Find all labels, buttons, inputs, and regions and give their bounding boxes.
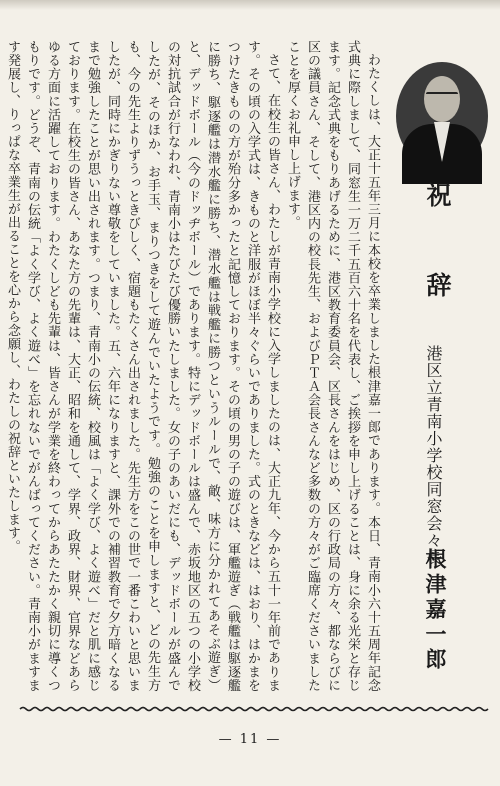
speech-paragraph-1: わたくしは、大正十五年三月に本校を卒業しました根津嘉一郎であります。本日、青南小六十五周年記念式典に際しまして、同窓生一万二千五百六十名を代表し、ご挨拶を申し上げることは、身に余る光栄と存じます。記念式典をもりあげるために、港区教育委員会、区長さんをはじめ、区の行政局の方々、都ならびに区の議員さん、そして、港区内の校長先生、およびＰＴＡ会長さんなど多数の方々がご臨席くださいましたことを厚くお礼申し上げます。	[285, 40, 380, 692]
wavy-divider-line	[20, 706, 490, 712]
title-char-2: 辞	[423, 272, 452, 297]
page-top-edge	[0, 0, 500, 10]
author-portrait-photo	[396, 62, 488, 170]
portrait-glasses	[426, 92, 458, 102]
author-organization: 港区立青南小学校同窓会々長	[424, 345, 443, 566]
page-number: — 11 —	[218, 732, 282, 747]
title-char-1: 祝	[423, 182, 452, 207]
speech-body	[5, 40, 382, 693]
speech-paragraph-2: さて、在校生の皆さん、わたしが青南小学校に入学しましたのは、大正九年、今から五十一年前であります。その頃の入学式は、きものと洋服がほぼ半々ぐらいでありました。式のときなどは、はおり、はかまをつけたきものの方が殆分多かったと記憶しております。その頃の男の子の遊びは、軍艦遊ぎ（戦艦は駆逐艦に勝ち、駆逐艦は潜水艦に勝ち、潜水艦は戦艦に勝つというルールで、敵、味方に分かれてあそぶ遊ぎ）と、デッドボール（今のドッヂボール）であります。特にデッドボールは盛んで、赤坂地区の五つの小学校の対抗試合が行なわれ、青南小はたびたび優勝いたしました。女の子のあいだにも、デッドボールが盛んでしたが、そのほか、お手玉、まりつきをして遊んでいたようです。勉強のことを申しますと、どの先生方も、今の先生よりずうっときびしく、宿題もたくさん出されました。先生方をこの世で一番こわいと思いましたが、同時にかぎりない尊敬をしていました。五、六年になりますと、課外での補習教育で夕方暗くなるまで勉強したことが思い出されます。つまり、青南小の伝統、校風は「よく学び、よく遊べ」だと肌に感じております。在校生の皆さん、あなた方の先輩は、大正、昭和を通して、学界、政界、財界、官界などあらゆる方面に活躍しております。わたくしども先輩は、皆さんが学業を終わってからあたたかく親切に導くつもりです。どうぞ、青南の伝統「よく学び、よく遊べ」を忘れないでがんばってください。青南小がますます発展し、りっぱな卒業生が出ることを心から念願し、わたしの祝辞といたします。	[5, 40, 280, 693]
author-name: 根津嘉一郎	[423, 548, 448, 673]
